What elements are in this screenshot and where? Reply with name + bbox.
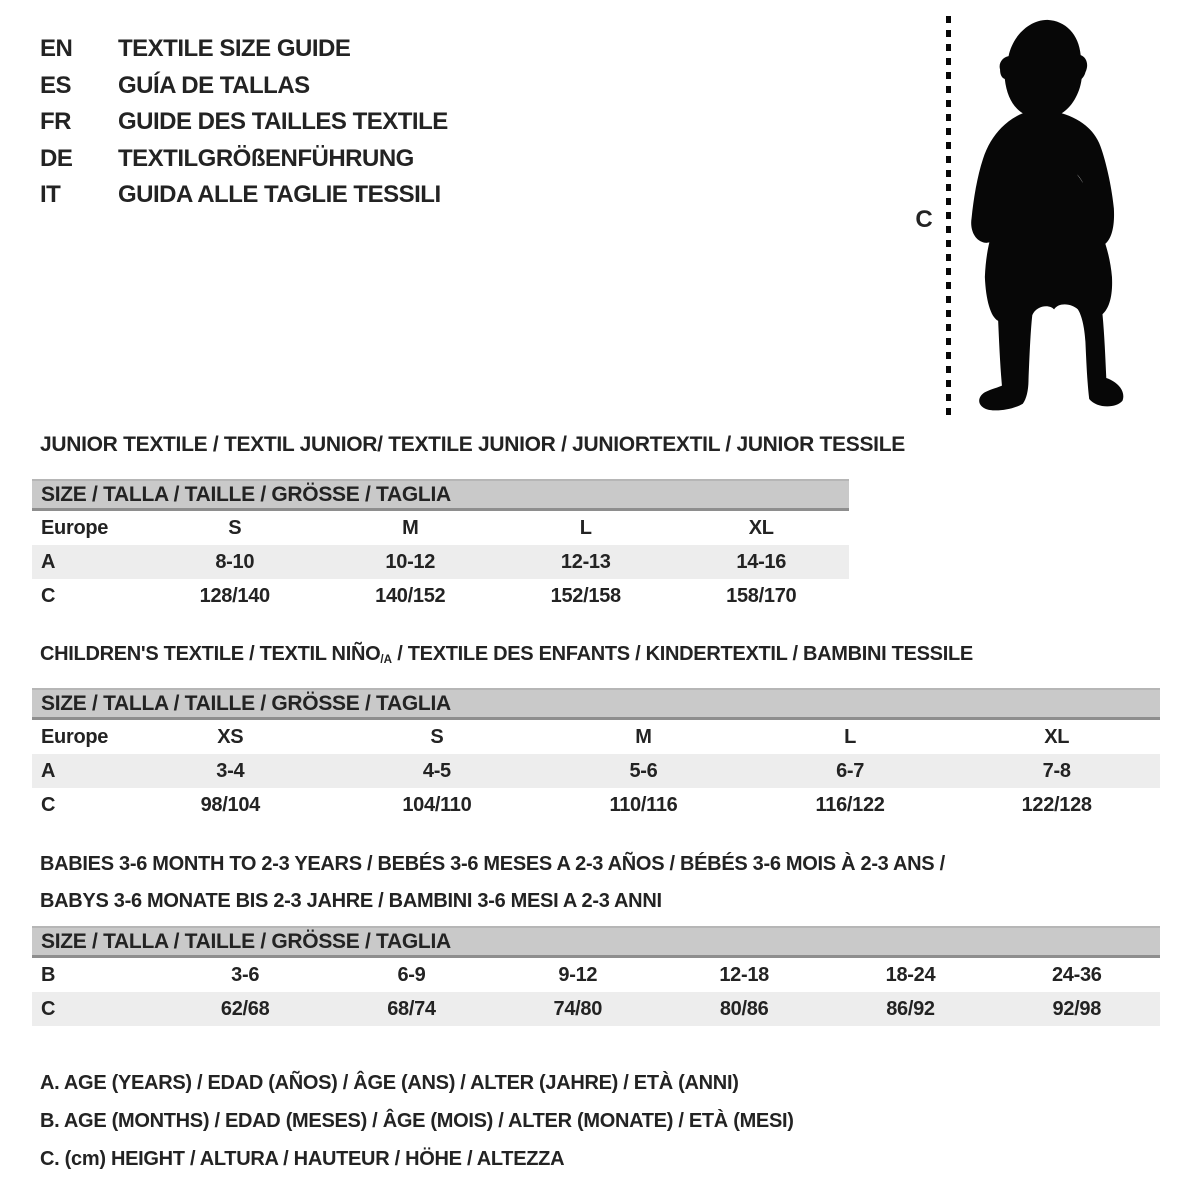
children-title-before: CHILDREN'S TEXTILE / TEXTIL NIÑO — [40, 643, 381, 665]
size-header-bar — [32, 479, 849, 511]
table-row-height — [32, 788, 1160, 822]
age-cell: 5-6 — [629, 759, 658, 782]
language-row-es — [40, 68, 448, 105]
babies-title-line1: BABIES 3-6 MONTH TO 2-3 YEARS / BEBÉS 3-6 MESES A 2-3 AÑOS / BÉBÉS 3-6 MOIS À 2-3 ANS / — [40, 853, 945, 875]
babies-section-title — [40, 846, 945, 920]
height-cell: 86/92 — [886, 997, 935, 1020]
language-title: GUIDA ALLE TAGLIE TESSILI — [118, 181, 441, 209]
height-cell: 104/110 — [402, 793, 472, 816]
size-cell: M — [402, 516, 419, 539]
height-measure-label: C — [915, 206, 933, 233]
language-code: EN — [40, 35, 73, 63]
height-cell: 98/104 — [200, 793, 260, 816]
size-cell: S — [228, 516, 242, 539]
junior-size-table — [32, 479, 849, 613]
height-cell: 116/122 — [815, 793, 885, 816]
size-cell: XL — [748, 516, 774, 539]
row-label: Europe — [41, 516, 109, 539]
toddler-silhouette-icon — [964, 18, 1130, 418]
size-cell: L — [579, 516, 592, 539]
language-row-fr — [40, 104, 448, 141]
table-row-height — [32, 992, 1160, 1026]
table-row-height — [32, 579, 849, 613]
row-label: B — [41, 963, 56, 986]
language-title: TEXTILGRÖßENFÜHRUNG — [118, 144, 414, 172]
babies-size-table — [32, 926, 1160, 1026]
size-header-label: SIZE / TALLA / TAILLE / GRÖSSE / TAGLIA — [41, 482, 451, 506]
row-label: C — [41, 584, 56, 607]
babies-title-line2: BABYS 3-6 MONATE BIS 2-3 JAHRE / BAMBINI 3-6 MESI A 2-3 ANNI — [40, 890, 662, 912]
age-cell: 3-4 — [216, 759, 245, 782]
age-cell: 6-7 — [836, 759, 865, 782]
height-cell: 152/158 — [550, 584, 621, 607]
height-cell: 62/68 — [220, 997, 270, 1020]
age-cell: 12-18 — [719, 963, 769, 986]
measurement-legend — [40, 1064, 794, 1178]
age-cell: 4-5 — [422, 759, 451, 782]
table-row-europe — [32, 511, 849, 545]
age-cell: 14-16 — [736, 550, 787, 573]
age-cell: 3-6 — [231, 963, 260, 986]
table-row-age-months — [32, 958, 1160, 992]
height-cell: 128/140 — [199, 584, 270, 607]
size-cell: L — [844, 725, 857, 748]
size-cell: M — [635, 725, 652, 748]
legend-line-c: C. (cm) HEIGHT / ALTURA / HAUTEUR / HÖHE / ALTEZZA — [40, 1148, 565, 1170]
age-cell: 8-10 — [215, 550, 255, 573]
row-label: C — [41, 793, 56, 816]
size-header-label: SIZE / TALLA / TAILLE / GRÖSSE / TAGLIA — [41, 691, 451, 715]
height-cell: 122/128 — [1021, 793, 1092, 816]
table-row-europe — [32, 720, 1160, 754]
height-cell: 92/98 — [1052, 997, 1102, 1020]
height-cell: 80/86 — [719, 997, 769, 1020]
age-cell: 7-8 — [1042, 759, 1071, 782]
height-cell: 158/170 — [726, 584, 797, 607]
size-header-bar — [32, 926, 1160, 958]
age-cell: 18-24 — [885, 963, 936, 986]
height-measure-dashed-line — [946, 16, 951, 416]
row-label: A — [41, 550, 56, 573]
language-title: GUÍA DE TALLAS — [118, 71, 310, 99]
language-row-it — [40, 177, 448, 214]
table-row-age — [32, 545, 849, 579]
row-label: A — [41, 759, 56, 782]
size-cell: XS — [217, 725, 244, 748]
children-size-table — [32, 688, 1160, 822]
legend-line-a: A. AGE (YEARS) / EDAD (AÑOS) / ÂGE (ANS) / ALTER (JAHRE) / ETÀ (ANNI) — [40, 1072, 739, 1094]
legend-line-b: B. AGE (MONTHS) / EDAD (MESES) / ÂGE (MOIS) / ALTER (MONATE) / ETÀ (MESI) — [40, 1110, 794, 1132]
age-cell: 12-13 — [560, 550, 611, 573]
size-cell: XL — [1044, 725, 1070, 748]
children-section-title — [40, 643, 973, 666]
language-title: GUIDE DES TAILLES TEXTILE — [118, 108, 448, 136]
language-code: DE — [40, 144, 73, 172]
age-cell: 9-12 — [558, 963, 598, 986]
children-title-after: / TEXTILE DES ENFANTS / KINDERTEXTIL / BAMBINI TESSILE — [391, 643, 973, 665]
height-cell: 140/152 — [375, 584, 446, 607]
language-code: IT — [40, 181, 61, 209]
language-row-de — [40, 141, 448, 178]
language-title: TEXTILE SIZE GUIDE — [118, 35, 351, 63]
row-label: Europe — [41, 725, 109, 748]
size-header-bar — [32, 688, 1160, 720]
junior-section-title: JUNIOR TEXTILE / TEXTIL JUNIOR/ TEXTILE JUNIOR / JUNIORTEXTIL / JUNIOR TESSILE — [40, 433, 905, 456]
age-cell: 10-12 — [385, 550, 436, 573]
height-cell: 110/116 — [609, 793, 678, 816]
age-cell: 6-9 — [397, 963, 426, 986]
size-header-label: SIZE / TALLA / TAILLE / GRÖSSE / TAGLIA — [41, 929, 451, 953]
language-title-block — [40, 31, 448, 214]
row-label: C — [41, 997, 56, 1020]
language-code: ES — [40, 71, 72, 99]
age-cell: 24-36 — [1051, 963, 1102, 986]
height-cell: 68/74 — [387, 997, 436, 1020]
language-row-en — [40, 31, 448, 68]
table-row-age — [32, 754, 1160, 788]
height-cell: 74/80 — [553, 997, 603, 1020]
size-cell: S — [430, 725, 444, 748]
language-code: FR — [40, 108, 71, 136]
children-title-sub: /A — [380, 653, 392, 667]
